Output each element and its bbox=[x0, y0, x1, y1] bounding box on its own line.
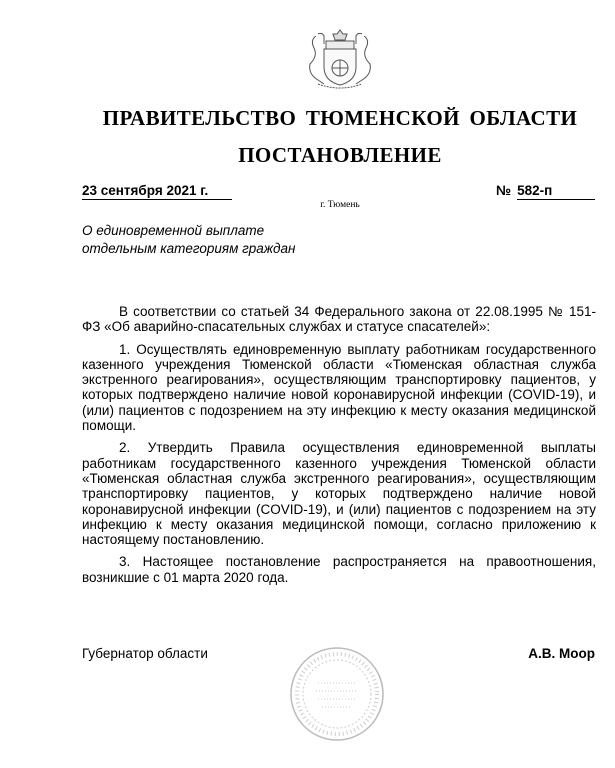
document-subject bbox=[82, 222, 295, 258]
subject-line-2: отдельным категориям граждан bbox=[82, 241, 296, 256]
city: г. Тюмень bbox=[320, 200, 360, 210]
document-number bbox=[496, 183, 595, 200]
number-sign: № bbox=[496, 183, 512, 198]
clause-1: 1. Осуществлять единовременную выплату работникам государственного казенного учреждения Тюменской области «Тюменская областная служба экстренного реагирования», осуществляющим транспортировку пациентов, у которых подтверждено наличие новой коронавирусной инфекции (COVID-19), и (или) пациентов с подозрением на эту инфекцию к месту оказания медицинской помощи. bbox=[82, 341, 596, 434]
coat-of-arms-icon bbox=[302, 28, 378, 90]
number-value: 582-п bbox=[517, 183, 595, 200]
document-body bbox=[82, 304, 596, 592]
signatory-position: Губернатор области bbox=[82, 646, 208, 661]
seal-stamp-icon bbox=[288, 645, 386, 743]
clause-2: 2. Утвердить Правила осуществления единовременной выплаты работникам государственного казенного учреждения Тюменской области «Тюменская областная служба экстренного реагирования», осуществляющим транспортировку пациентов, у которых подтверждено наличие новой коронавирусной инфекции (COVID-19), и (или) пациентов с подозрением на эту инфекцию к месту оказания медицинской помощи, согласно приложению к настоящему постановлению. bbox=[82, 440, 596, 548]
clause-3: 3. Настоящее постановление распространяется на правоотношения, возникшие с 01 марта 2020 года. bbox=[82, 554, 596, 585]
preamble-paragraph: В соответствии со статьей 34 Федерального закона от 22.08.1995 № 151-ФЗ «Об аварийно-спасательных службах и статусе спасателей»: bbox=[82, 304, 596, 335]
organization-title: ПРАВИТЕЛЬСТВО ТЮМЕНСКОЙ ОБЛАСТИ bbox=[102, 106, 578, 130]
document-date: 23 сентября 2021 г. bbox=[82, 183, 232, 200]
document-type: ПОСТАНОВЛЕНИЕ bbox=[238, 143, 442, 167]
subject-line-1: О единовременной выплате bbox=[82, 223, 265, 238]
signatory-name: А.В. Моор bbox=[528, 646, 595, 661]
